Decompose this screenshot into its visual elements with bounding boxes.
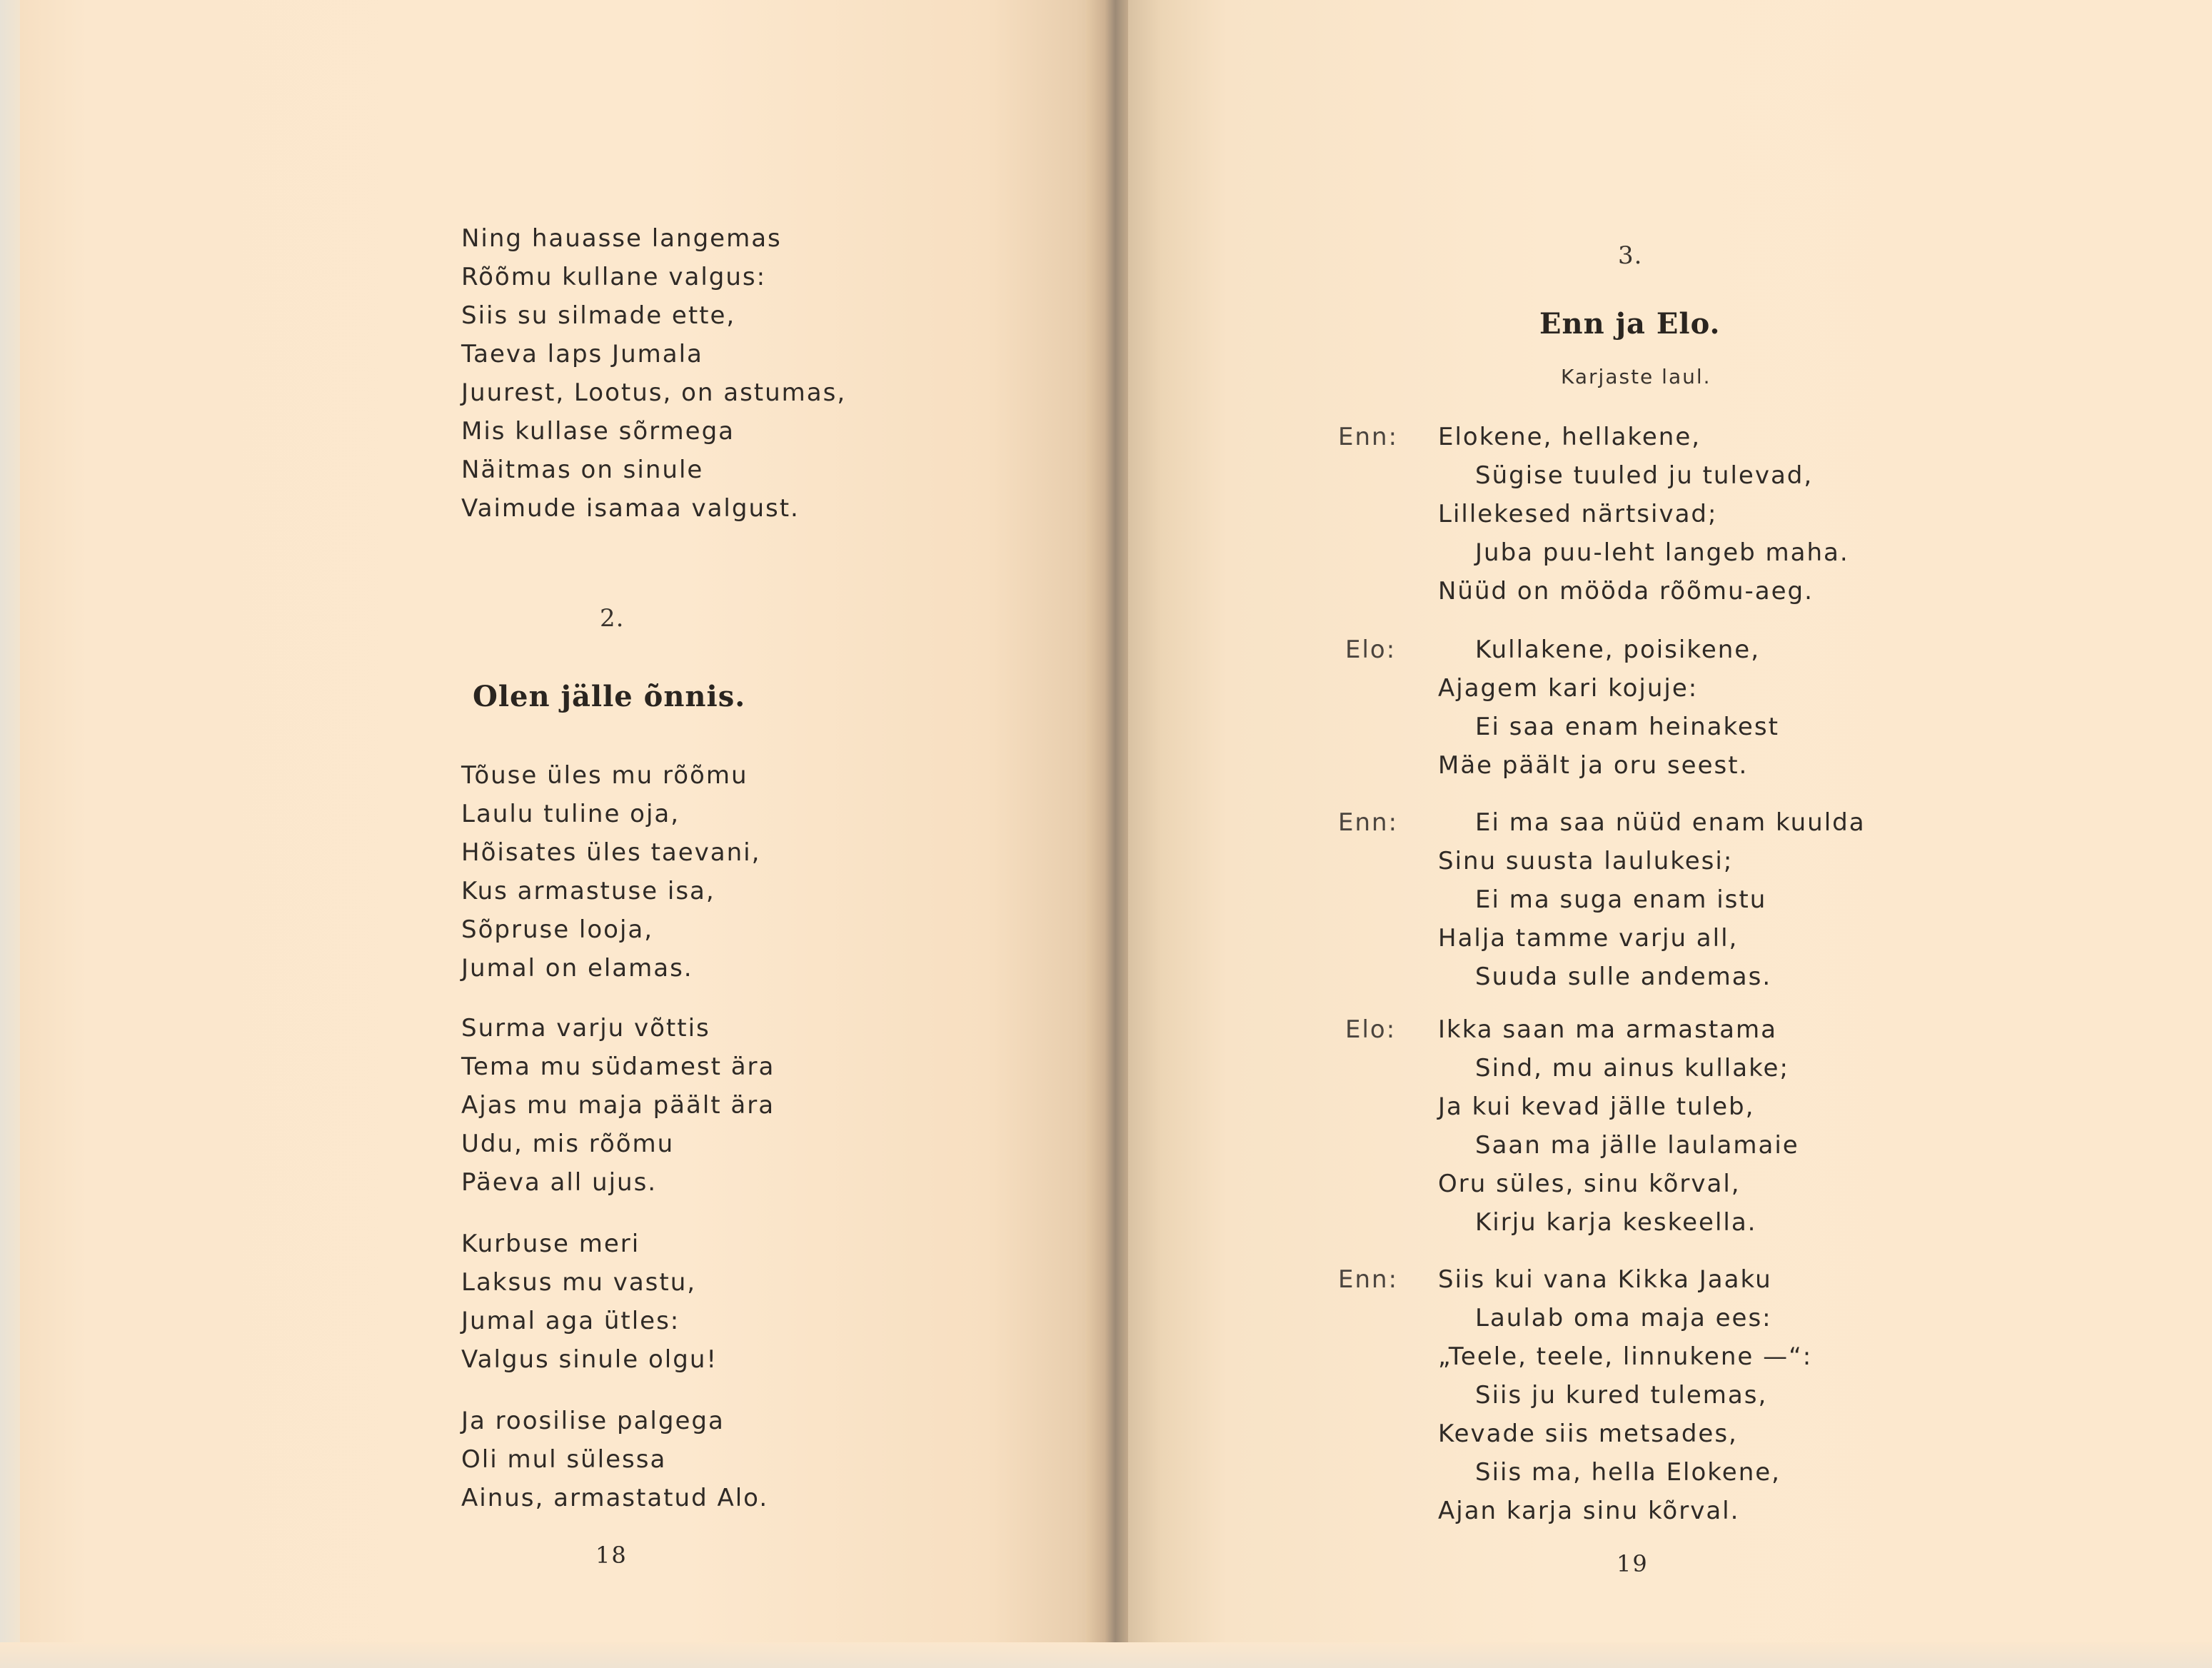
poem-line: Suuda sulle andemas. xyxy=(1475,963,1772,991)
poem-line: Mis kullase sõrmega xyxy=(461,417,735,446)
poem-line: Kevade siis metsades, xyxy=(1438,1420,1738,1448)
poem-line: Ei ma suga enam istu xyxy=(1475,885,1767,914)
poem-line: Jumal on elamas. xyxy=(461,954,693,983)
poem-line: Hõisates üles taevani, xyxy=(461,838,761,867)
poem-line: Ajagem kari kojuje: xyxy=(1438,674,1699,703)
poem-line: Ajan karja sinu kõrval. xyxy=(1438,1497,1740,1525)
poem-line: Sügise tuuled ju tulevad, xyxy=(1475,461,1814,490)
left-paper-edge xyxy=(0,0,20,1668)
poem-line: Tema mu südamest ära xyxy=(461,1052,775,1081)
poem-line: Sind, mu ainus kullake; xyxy=(1475,1054,1789,1082)
poem-line: Ajas mu maja päält ära xyxy=(461,1091,775,1120)
poem-line: Saan ma jälle laulamaie xyxy=(1475,1131,1799,1160)
poem-line: Surma varju võttis xyxy=(461,1014,710,1042)
poem-number: 3. xyxy=(1618,241,1643,270)
poem-line: Juurest, Lootus, on astumas, xyxy=(461,378,847,407)
poem-line: Sinu suusta laulukesi; xyxy=(1438,847,1734,875)
poem-line: Laulab oma maja ees: xyxy=(1475,1304,1772,1332)
poem-line: Oli mul sülessa xyxy=(461,1445,667,1474)
poem-line: Kus armastuse isa, xyxy=(461,877,715,905)
poem-line: Kurbuse meri xyxy=(461,1230,640,1258)
poem-line: Sõpruse looja, xyxy=(461,915,654,944)
poem-line: Jumal aga ütles: xyxy=(461,1307,680,1335)
poem-line: Udu, mis rõõmu xyxy=(461,1130,675,1158)
poem-line: Laulu tuline oja, xyxy=(461,800,680,828)
poem-line: Päeva all ujus. xyxy=(461,1168,658,1197)
poem-line: Siis ma, hella Elokene, xyxy=(1475,1458,1781,1487)
poem-number: 2. xyxy=(600,604,625,633)
poem-line: Siis ju kured tulemas, xyxy=(1475,1381,1768,1410)
speaker-label: Elo: xyxy=(1345,1015,1397,1044)
speaker-label: Elo: xyxy=(1345,635,1397,664)
bottom-paper-edge xyxy=(0,1642,2212,1668)
poem-line: Ikka saan ma armastama xyxy=(1438,1015,1777,1044)
poem-line: Siis su silmade ette, xyxy=(461,301,736,330)
poem-line: Juba puu-leht langeb maha. xyxy=(1475,538,1849,567)
poem-line: Mäe päält ja oru seest. xyxy=(1438,751,1749,780)
poem-title: Olen jälle õnnis. xyxy=(473,680,746,713)
poem-subtitle: Karjaste laul. xyxy=(1561,365,1711,388)
poem-line: Elokene, hellakene, xyxy=(1438,423,1701,451)
poem-line: „Teele, teele, linnukene —“: xyxy=(1438,1342,1813,1371)
page-number: 18 xyxy=(595,1542,628,1569)
poem-line: Oru süles, sinu kõrval, xyxy=(1438,1170,1741,1198)
poem-line: Ja roosilise palgega xyxy=(461,1407,725,1435)
poem-line: Rõõmu kullane valgus: xyxy=(461,263,767,291)
poem-line: Lillekesed närtsivad; xyxy=(1438,500,1718,528)
poem-line: Kullakene, poisikene, xyxy=(1475,635,1761,664)
page-number: 19 xyxy=(1617,1550,1649,1577)
poem-line: Ainus, armastatud Alo. xyxy=(461,1484,769,1512)
book-gutter xyxy=(1085,0,1128,1668)
poem-line: Siis kui vana Kikka Jaaku xyxy=(1438,1265,1772,1294)
poem-line: Nüüd on mööda rõõmu-aeg. xyxy=(1438,577,1814,606)
poem-line: Taeva laps Jumala xyxy=(461,340,703,368)
poem-line: Ei saa enam heinakest xyxy=(1475,713,1779,741)
poem-line: Kirju karja keskeella. xyxy=(1475,1208,1757,1237)
poem-line: Ja kui kevad jälle tuleb, xyxy=(1438,1092,1755,1121)
left-page xyxy=(20,0,1120,1668)
poem-line: Tõuse üles mu rõõmu xyxy=(461,761,748,790)
speaker-label: Enn: xyxy=(1338,808,1399,837)
poem-line: Valgus sinule olgu! xyxy=(461,1345,718,1374)
poem-line: Näitmas on sinule xyxy=(461,456,704,484)
speaker-label: Enn: xyxy=(1338,1265,1399,1294)
poem-line: Halja tamme varju all, xyxy=(1438,924,1739,953)
poem-line: Vaimude isamaa valgust. xyxy=(461,494,800,523)
speaker-label: Enn: xyxy=(1338,423,1399,451)
poem-line: Ei ma saa nüüd enam kuulda xyxy=(1475,808,1866,837)
poem-line: Laksus mu vastu, xyxy=(461,1268,697,1297)
poem-line: Ning hauasse langemas xyxy=(461,224,782,253)
poem-title: Enn ja Elo. xyxy=(1539,307,1721,341)
right-page xyxy=(1105,0,2212,1668)
